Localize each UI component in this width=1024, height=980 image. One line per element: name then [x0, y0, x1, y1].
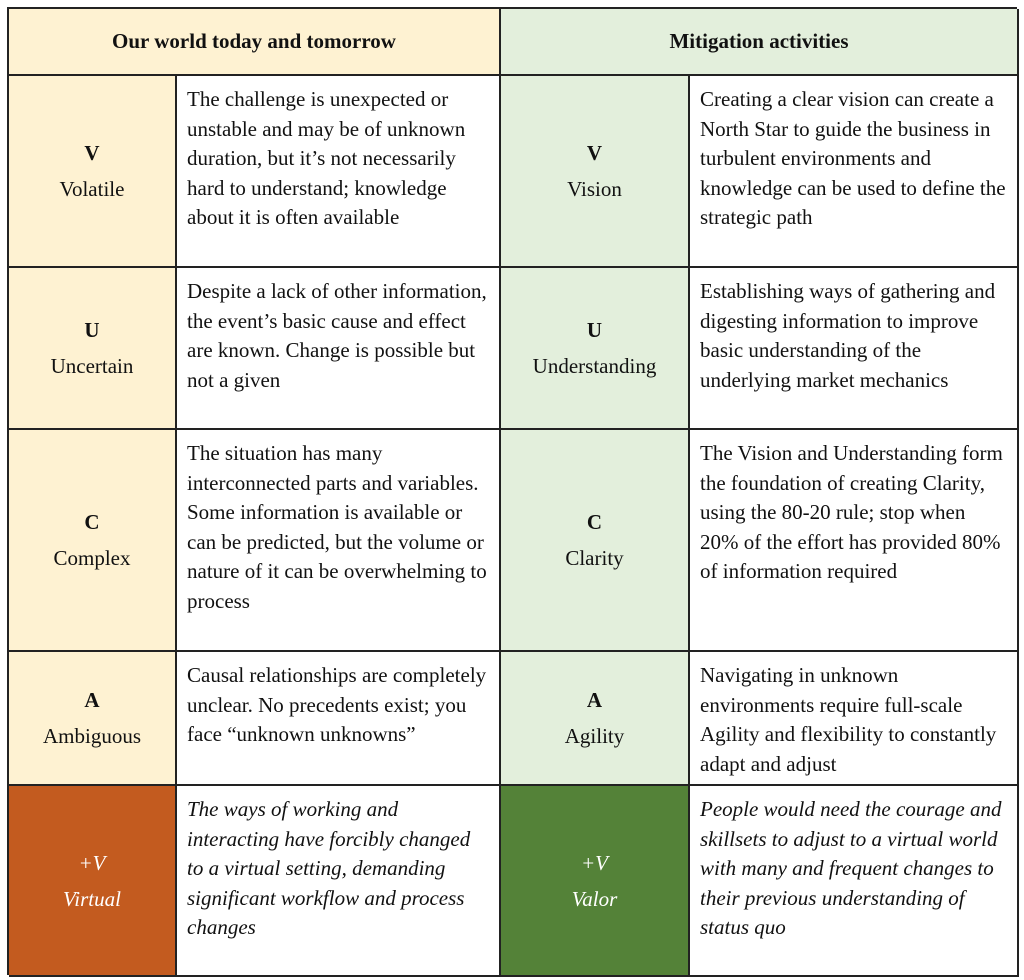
- row-clarity-description: The Vision and Understanding form the foundation of creating Clarity, using the 80-20 rule; stop when 20% of the effort has provided 80% of information required: [690, 430, 1019, 652]
- row-letter: C: [84, 510, 100, 534]
- row-word: Virtual: [63, 886, 121, 911]
- row-virtual-label: [9, 786, 177, 977]
- row-complex-description: The situation has many interconnected parts and variables. Some information is available or can be predicted, but the volume or nature of it can be overwhelming to process: [177, 430, 501, 652]
- row-uncertain-description: Despite a lack of other information, the event’s basic cause and effect are known. Change is possible but not a given: [177, 268, 501, 430]
- row-volatile-label: [9, 76, 177, 268]
- header-right: Mitigation activities: [501, 9, 1019, 76]
- row-letter: +V: [78, 850, 106, 875]
- row-word: Complex: [53, 546, 131, 570]
- row-vision-label: [501, 76, 690, 268]
- row-clarity-label: [501, 430, 690, 652]
- row-valor-label: [501, 786, 690, 977]
- row-letter: C: [586, 510, 603, 534]
- row-agility-label: [501, 652, 690, 786]
- row-letter: A: [84, 688, 100, 712]
- row-letter: A: [586, 688, 603, 712]
- row-letter: V: [84, 141, 100, 165]
- row-volatile-description: The challenge is unexpected or unstable and may be of unknown duration, but it’s not necessarily hard to understand; knowledge about it is often available: [177, 76, 501, 268]
- vuca-table: [7, 7, 1017, 975]
- row-letter: U: [586, 318, 603, 342]
- row-valor-description: People would need the courage and skillsets to adjust to a virtual world with many and frequent changes to their previous understanding of status quo: [690, 786, 1019, 977]
- row-agility-description: Navigating in unknown environments require full-scale Agility and flexibility to constantly adapt and adjust: [690, 652, 1019, 786]
- row-understanding-label: [501, 268, 690, 430]
- row-virtual-description: The ways of working and interacting have forcibly changed to a virtual setting, demanding significant workflow and process changes: [177, 786, 501, 977]
- row-word: Understanding: [532, 354, 657, 378]
- row-word: Ambiguous: [42, 724, 141, 748]
- row-uncertain-label: [9, 268, 177, 430]
- row-word: Clarity: [565, 546, 624, 570]
- row-word: Agility: [564, 724, 625, 748]
- row-word: Vision: [567, 177, 622, 201]
- header-left: Our world today and tomorrow: [9, 9, 501, 76]
- row-letter: U: [84, 318, 100, 342]
- row-word: Volatile: [59, 177, 125, 201]
- row-ambiguous-description: Causal relationships are completely unclear. No precedents exist; you face “unknown unknowns”: [177, 652, 501, 786]
- row-complex-label: [9, 430, 177, 652]
- row-word: Valor: [571, 886, 618, 911]
- row-ambiguous-label: [9, 652, 177, 786]
- row-word: Uncertain: [50, 354, 134, 378]
- row-vision-description: Creating a clear vision can create a North Star to guide the business in turbulent environments and knowledge can be used to define the strategic path: [690, 76, 1019, 268]
- row-letter: +V: [581, 850, 608, 875]
- row-letter: V: [586, 141, 603, 165]
- row-understanding-description: Establishing ways of gathering and digesting information to improve basic understanding of the underlying market mechanics: [690, 268, 1019, 430]
